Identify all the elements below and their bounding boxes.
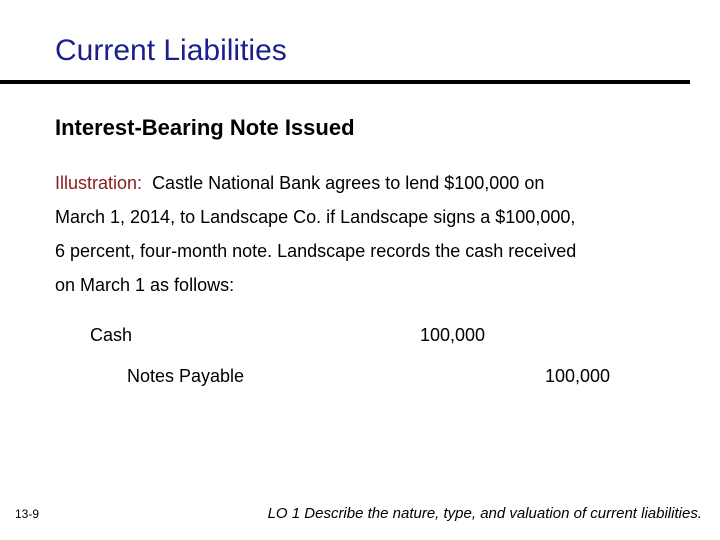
slide-subtitle: Interest-Bearing Note Issued xyxy=(55,115,355,140)
illustration-line-1-text: Castle National Bank agrees to lend $100,000 on xyxy=(152,173,545,193)
learning-objective: LO 1 Describe the nature, type, and valuation of current liabilities. xyxy=(267,505,702,522)
debit-amount: 100,000 xyxy=(420,325,486,345)
illustration-line-2: March 1, 2014, to Landscape Co. if Landscape signs a $100,000, xyxy=(55,207,576,227)
credit-account: Notes Payable xyxy=(127,366,245,386)
slide-number: 13-9 xyxy=(15,507,40,521)
debit-account: Cash xyxy=(90,325,133,345)
illustration-line-1 xyxy=(55,166,695,200)
illustration-label: Illustration: xyxy=(55,173,143,193)
illustration-line-4: on March 1 as follows: xyxy=(55,275,235,295)
credit-amount: 100,000 xyxy=(545,366,611,386)
slide-title: Current Liabilities xyxy=(55,34,287,67)
illustration-line-3: 6 percent, four-month note. Landscape records the cash received xyxy=(55,241,577,261)
title-divider xyxy=(0,80,690,84)
illustration-paragraph xyxy=(55,166,695,302)
